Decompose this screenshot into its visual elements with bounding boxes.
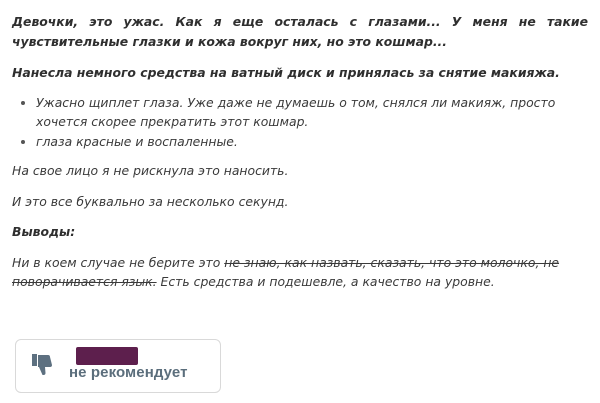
conclusions-text-end: Есть средства и подешевле, а качество на уровне. [156, 274, 495, 289]
verdict-label: не рекомендует [69, 364, 188, 381]
conclusions-text-start: Ни в коем случае не берите это [12, 254, 225, 270]
conclusions-heading: Выводы: [12, 224, 76, 239]
review-application: Нанесла немного средства на ватный диск и принялась за снятие макияжа. [12, 65, 560, 80]
review-face-note: На свое лицо я не рискнула это наносить. [12, 163, 289, 178]
struck-text: не знаю, как назвать, сказать, что это молочко, не поворачивается язык. [12, 254, 560, 289]
verdict-badge [15, 339, 221, 393]
effects-list [12, 93, 588, 152]
review-intro: Девочки, это ужас. Как я еще осталась с глазами... У меня не такие чувствительные глазки и кожа вокруг них, но это кошмар... [12, 14, 588, 49]
list-item: • глаза красные и воспаленные. [36, 132, 588, 152]
redacted-username [76, 347, 138, 365]
review-seconds-note: И это все буквально за несколько секунд. [12, 193, 289, 209]
list-item: • Ужасно щиплет глаза. Уже даже не думаешь о том, снялся ли макияж, просто хочется скорее прекратить этот кошмар. [36, 93, 588, 132]
thumbs-down-icon [32, 354, 54, 376]
review-body [12, 12, 588, 292]
conclusions-text [12, 253, 588, 292]
